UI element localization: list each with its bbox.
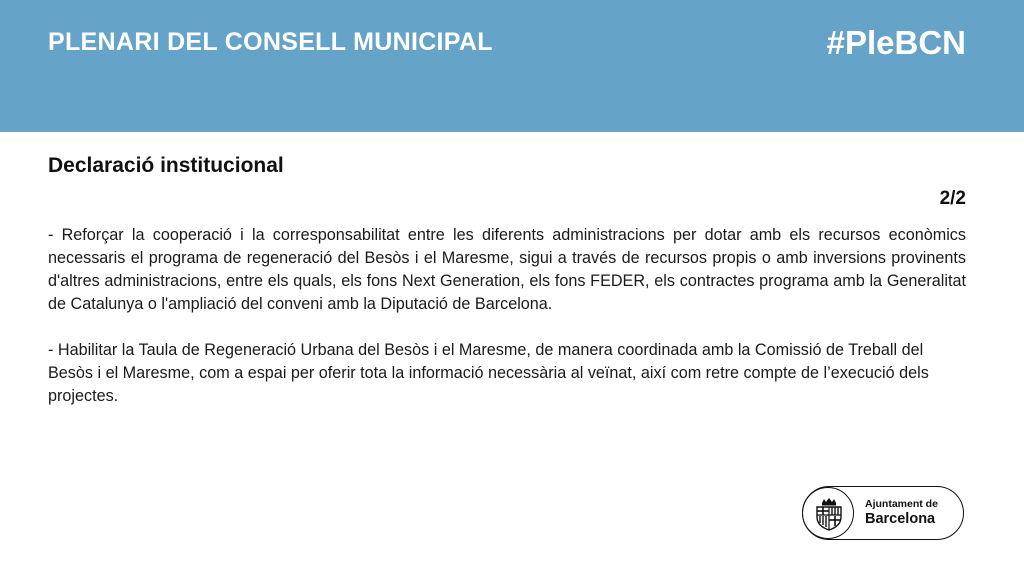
logo-wordmark: [865, 498, 938, 528]
page-title: PLENARI DEL CONSELL MUNICIPAL: [48, 28, 493, 56]
barcelona-coat-of-arms-icon: [802, 487, 854, 539]
header-banner: [0, 0, 1024, 132]
hashtag: #PleBCN: [826, 24, 966, 61]
ajuntament-barcelona-logo: [802, 486, 964, 540]
logo-line1: Ajuntament de: [865, 498, 938, 510]
paragraph-2: - Habilitar la Taula de Regeneració Urbana del Besòs i el Maresme, de manera coordinada amb la Comissió de Treball del Besòs i el Maresme, com a espai per oferir tota la informació necessària al veïnat, així com retre compte de l’execució dels projectes.: [48, 341, 929, 405]
section-title: Declaració institucional: [48, 154, 284, 177]
paragraph-1: - Reforçar la cooperació i la corresponsabilitat entre les diferents administracions per dotar amb els recursos econòmics necessaris el programa de regeneració del Besòs i el Maresme, sigui a través de recursos propis o amb inversions provinents d'altres administracions, entre els quals, els fons Next Generation, els fons FEDER, els contractes programa amb la Generalitat de Catalunya o l'ampliació del conveni amb la Diputació de Barcelona.: [48, 226, 966, 313]
page-counter: 2/2: [939, 188, 966, 209]
logo-line2: Barcelona: [865, 511, 936, 527]
body-text: [48, 224, 966, 431]
